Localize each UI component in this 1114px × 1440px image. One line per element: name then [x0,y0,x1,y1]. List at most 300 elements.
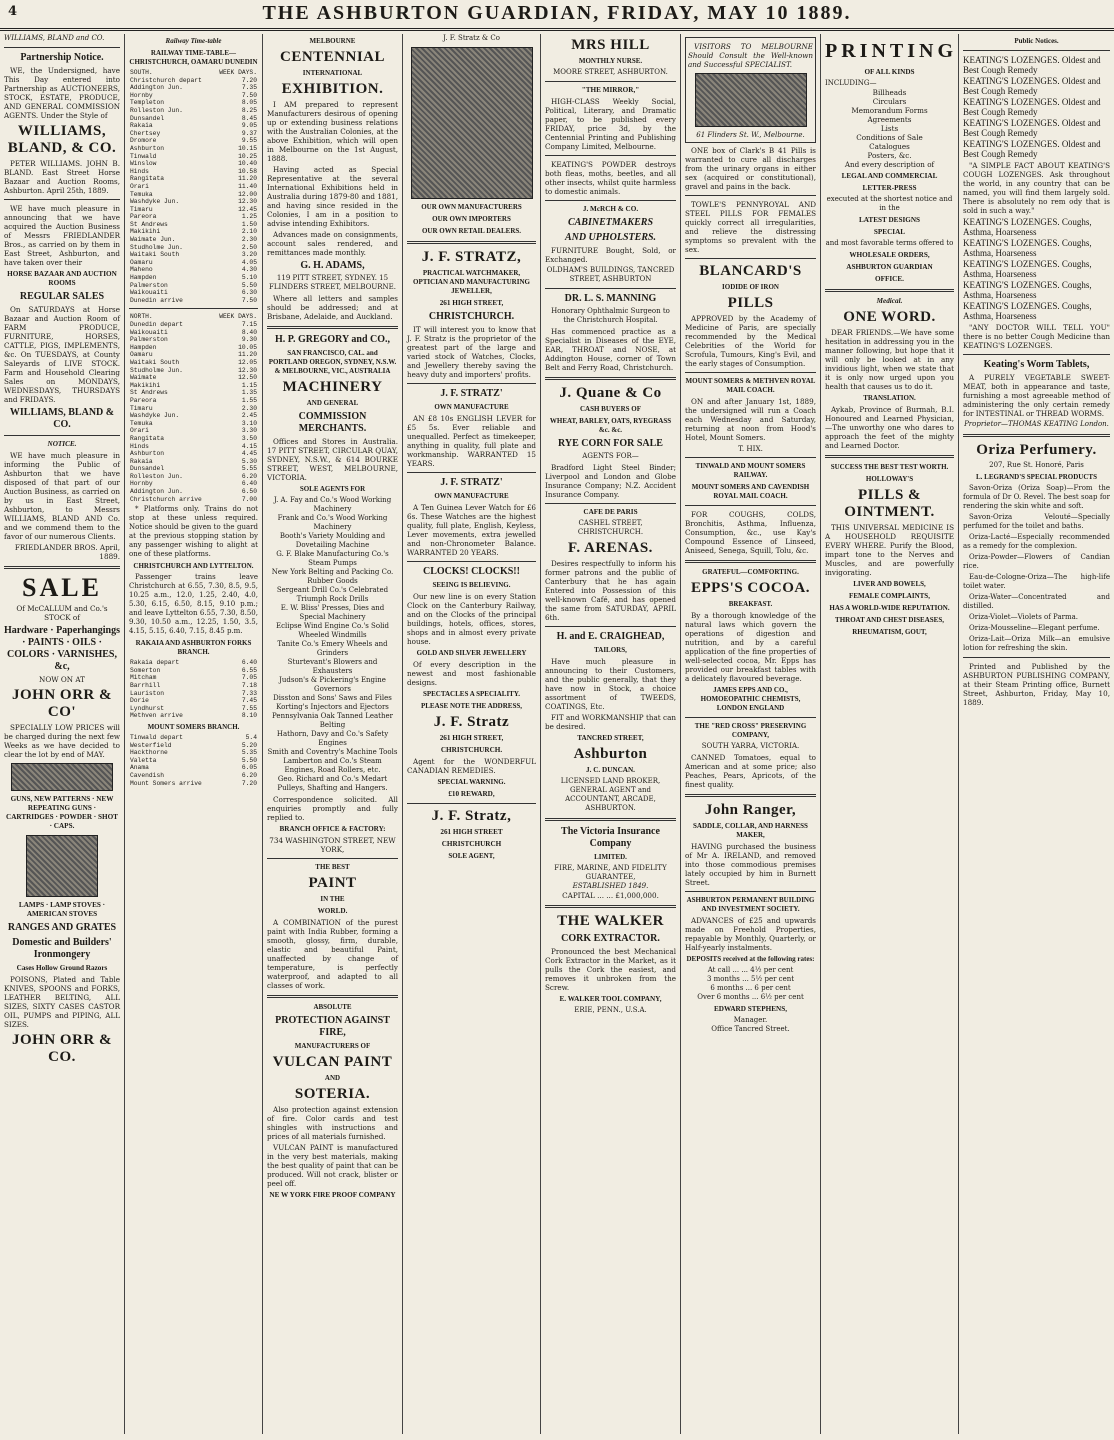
keatings-lozenges-item: KEATING'S LOZENGES. Oldest and Best Cough Remedy [963,97,1101,117]
timetable-row [129,427,258,435]
station-name: Lyndhurst [130,704,165,712]
lamps-list: LAMPS · LAMP STOVES · AMERICAN STOVES [18,901,106,918]
sole-agents-head: SOLE AGENTS FOR [299,485,366,493]
station-name: Hornby [130,91,153,99]
timetable-row [129,336,258,344]
keatings-lozenges-item: KEATING'S LOZENGES. Oldest and Best Cough Remedy [963,139,1101,159]
paint-head: THE BEST [315,863,350,871]
station-time: 3.20 [241,251,257,259]
stratz-line: OUR OWN IMPORTERS [432,215,511,223]
timetable-row [129,145,258,153]
station-name: Chertsey [130,129,161,137]
quane-title: J. Quane & Co [559,385,662,401]
station-time: 5.10 [241,274,257,282]
station-name: Maheno [130,266,153,274]
breakfast: BREAKFAST. [728,600,773,608]
sale-now: NOW ON AT [39,675,85,684]
station-name: Tinwald depart [130,734,183,741]
column-6 [681,34,821,1434]
column-1 [0,34,125,1434]
station-time: 7.05 [241,674,257,682]
fireproof-company: NE W YORK FIRE PROOF COMPANY [269,1191,396,1199]
station-name: Rangitata [130,434,165,442]
timetable-row [129,168,258,176]
station-name: Studholme Jun. [130,243,183,251]
station-time: 7.45 [241,697,257,705]
guardian-office: ASHBURTON GUARDIAN [846,263,933,271]
timetable-row [129,734,258,742]
south-head: SOUTH. [130,69,153,76]
tancred-street: TANCRED STREET, [577,734,644,742]
timetable-row [129,183,258,191]
notice-title: NOTICE. [47,440,77,448]
craighead-title: H. and E. CRAIGHEAD, [556,631,665,642]
station-name: Washdyke Jun. [130,198,180,206]
timetable-row [129,282,258,290]
own-manufacture-2: J. F. STRATZ' [440,477,503,488]
footer-firm: JOHN ORR & CO. [12,1032,112,1065]
page-number: 4 [8,4,18,19]
timetable-row [129,374,258,382]
station-time: 12.50 [238,374,257,382]
timetable-row [129,764,258,772]
holloway-body: THIS UNIVERSAL MEDICINE IS A HOUSEHOLD REQUISITE EVERY WHERE. Purify the Blood, impart tone to the Nerves and Muscles, and are powerfully invigorating. [825,523,954,577]
station-name: Addington Jun. [130,488,183,496]
timetable-row [129,659,258,667]
gold-body: Of every description in the newest and most fashionable designs. [407,660,536,687]
ranger-body: HAVING purchased the business of Mr A. IRELAND, and removed into those commodious premises lately occupied by him in Burnett Street. [685,842,816,887]
station-time: 7.00 [241,495,257,503]
epps-cocoa: EPPS'S COCOA. [690,580,810,596]
notice-body: WE have much pleasure in informing the Public of Ashburton that we have disposed of that part of our Auction Business, as carried on by us in East Street, Ashburton, to Messrs WILLIAMS, BLAND AND Co. and we commend them to the favor of our numerous Clients. [4,451,120,541]
timetable-row [129,206,258,214]
stratz-sub: PRACTICAL WATCHMAKER, OPTICIAN AND MANUFACTURING JEWELLER, [413,269,530,295]
agency-item: Hathorn, Davy and Co.'s Safety Engines [276,730,389,747]
victoria-types: FIRE, MARINE, AND FIDELITY GUARANTEE, [554,864,667,881]
station-name: Hampden [130,343,157,351]
agency-item: Booth's Variety Moulding and Dovetailing Machine [279,532,386,549]
station-time: 7.55 [241,704,257,712]
timetable-row [129,690,258,698]
station-name: Hinds [130,442,149,450]
oriza-item: Oriza-Violet—Violets of Parma. [969,613,1078,621]
razors-title: Cases Hollow Ground Razors [16,964,108,972]
agency-item: G. F. Blake Manufacturing Co.'s Steam Pumps [276,550,389,567]
sale-items: Hardware · Paperhangings · PAINTS · OILS · COLORS · VARNISHES, &c, [4,625,120,672]
rakaia-timetable [129,659,258,720]
station-name: Tinwald [130,152,157,160]
station-time: 5.30 [241,457,257,465]
mirror-title: "THE MIRROR," [581,86,640,94]
melbourne-head: MELBOURNE [309,37,356,45]
timetable-note: * Platforms only. Trains do not stop at these unless required. Notice should be given to the guard at the previous stopping station by any passenger wishing to alight at one of these platforms. [129,505,258,559]
rates-list [685,966,816,1002]
holloway-head: SUCCESS THE BEST TEST WORTH. [830,463,949,471]
paint-body: A COMBINATION of the purest paint with India Rubber, forming a smooth, glossy, firm, durable, elastic and beautiful Paint, unaffected by change of temperature, is perfectly waterproof, and adapted to all classes of work. [267,918,398,990]
executed: executed at the shortest notice and in the [826,195,953,212]
printing-item: Catalogues [869,142,910,151]
worm-body: A PURELY VEGETABLE SWEET-MEAT, both in appearance and taste, furnishing a most agreeable method of administering the only certain remedy for INTESTINAL or THREAD WORMS. [963,373,1110,418]
cafe-address: CASHEL STREET, CHRISTCHURCH. [577,519,644,536]
stratz-city-3: CHRISTCHURCH [441,840,502,848]
keatings-lozenges-item: KEATING'S LOZENGES. Coughs, Asthma, Hoarseness [963,301,1092,321]
station-time: 8.05 [241,99,257,107]
printing-item: Posters, &c. [867,151,912,160]
station-time: 7.50 [241,296,257,304]
agent-note: Where all letters and samples should be addressed; and at Brisbane, Adelaide, and Auckland. [267,294,398,321]
station-name: Palmerston [130,336,168,344]
station-time: 7.20 [241,76,257,84]
stratz-body: IT will interest you to know that J. F. Stratz is the proprietor of the greatest part of the large and varied stock of Watches, Clocks, and Jewellery thereby saving the heavy duty and importers' profits. [407,325,536,379]
own-manufacture-1-body: AN £8 10s ENGLISH LEVER for £5 5s. Ever reliable and unequalled. Perfect as timekeeper, anything in quality, full plate and workmanship. WARRANTED 15 YEARS. [407,414,536,468]
oriza-item: Oriza-Powder—Flowers of Candian rice. [963,553,1110,570]
timetable-row [129,115,258,123]
column-2 [125,34,263,1434]
station-time: 1.35 [241,389,257,397]
ashburton-title: Ashburton [573,746,648,762]
station-time: 12.30 [238,198,257,206]
station-time: 7.15 [241,321,257,328]
favorable-terms: and most favorable terms offered to [825,239,954,247]
any-doctor: "ANY DOCTOR WILL TELL YOU" there is no better Cough Medicine than KEATING'S LOZENGES. [963,323,1110,350]
oriza-item: Savon-Oriza (Oriza Soap)—From the formula of Dr O. Revel. The best soap for rendering the skin white and soft. [963,484,1110,510]
rate-item: 6 months ... 6 per cent [710,984,791,992]
station-time: 6.40 [241,480,257,488]
timetable-row [129,742,258,750]
agent-address: 119 PITT STREET, SYDNEY. 15 FLINDERS STREET, MELBOURNE. [268,274,397,291]
exhibition-title: EXHIBITION. [281,81,384,97]
timetable-row [129,329,258,337]
oriza-sub: L. LEGRAND'S SPECIAL PRODUCTS [976,473,1097,481]
printing-item: Billheads [872,88,907,97]
timetable-row [129,712,258,720]
oriza-list [963,484,1110,653]
timetable-row [129,228,258,236]
ironmongery-title: Domestic and Builders' Ironmongery [12,937,112,960]
including: INCLUDING— [825,79,877,87]
timetable-row [129,465,258,473]
station-name: Palmerston [130,281,168,289]
stephens: EDWARD STEPHENS, [713,1005,788,1013]
masthead [0,0,1114,31]
walker-address: ERIE, PENN., U.S.A. [574,1006,647,1014]
clocks-title: CLOCKS! CLOCKS!! [423,566,520,577]
soteria-title: SOTERIA. [294,1086,371,1102]
railway-title: Railway Time-table [165,37,222,45]
mount-somers-coach: MOUNT SOMERS & METHVEN ROYAL MAIL COACH. [685,377,816,394]
rheumatism: RHEUMATISM, GOUT, [852,628,927,636]
fit-workmanship: FIT and WORKMANSHIP that can be desired. [545,713,676,731]
quane-goods: WHEAT, BARLEY, OATS, RYEGRASS &c. &c. [549,417,672,434]
station-time: 5.20 [241,741,257,749]
one-word-body: DEAR FRIENDS.—We have some hesitation in addressing you in the manner following, but hope that it will only be looked at in any invidious light, when we state that it is only now urged upon you health that causes us to do it. [825,328,954,391]
agency-item: Judson's & Pickering's Engine Governors [279,676,386,693]
station-name: Somerton [130,666,161,674]
printing-item: Memorandum Forms [851,106,928,115]
manning-title: DR. L. S. MANNING [564,293,657,304]
sale-subtitle: Of McCALLUM and Co.'s STOCK of [16,604,108,622]
international-title: INTERNATIONAL [302,69,363,77]
blancard-sub: IODIDE OF IRON [722,283,779,291]
timetable-row [129,259,258,267]
oriza-title: Oriza Perfumery. [976,442,1097,458]
oriza-item: Oriza-Lacté—Especially recommended as a remedy for the complexion. [963,533,1110,550]
station-name: Cavendish [130,771,165,779]
printing-title: PRINTING [825,40,958,62]
timetable-row [129,153,258,161]
timetable-row [129,473,258,481]
hill-address: MOORE STREET, ASHBURTON. [553,68,668,76]
duncan-sub: LICENSED LAND BROKER, GENERAL AGENT and ACCOUNTANT, ARCADE, ASHBURTON. [560,777,661,812]
station-time: 2.10 [241,228,257,236]
worm-tablets: Keating's Worm Tablets, [983,359,1090,370]
oriza-item: Oriza-Mousseline—Elegant perfume. [969,624,1100,632]
station-time: 12.30 [238,366,257,374]
furniture: FURNITURE Bought, Sold, or Exchanged. [545,246,676,264]
paint-title: PAINT [308,875,357,891]
station-name: Dunedin arrive [130,296,183,304]
column-7 [821,34,959,1434]
station-name: St Andrews [130,389,168,397]
timetable-row [129,496,258,504]
stratz-name-3: J. F. Stratz, [431,808,512,824]
hill-title: MRS HILL [571,37,650,53]
translation-body: Aykab, Province of Burmah, B.I. Honoured and Learned Physician,—The unworthy one who dares to approach the feet of the mighty and Learned Doctor. [825,405,954,450]
sole-agent: SOLE AGENT, [448,852,495,860]
station-name: Templeton [130,99,165,107]
stratz-lines [407,203,536,236]
rate-item: 3 months ... 5½ per cent [706,975,795,983]
stratz-line: OUR OWN RETAIL DEALERS. [421,227,522,235]
wholesale-orders: WHOLESALE ORDERS, [849,251,930,259]
red-cross-address: SOUTH YARRA, VICTORIA. [701,742,800,750]
station-name: Dorie [130,697,149,705]
every-description: And every description of [844,160,935,169]
mount-somers-title: MOUNT SOMERS BRANCH. [147,723,240,731]
cork-extractor: CORK EXTRACTOR. [561,933,660,944]
cabinetmakers: CABINETMAKERS [567,217,654,228]
sale-title: SALE [22,573,102,602]
station-name: Methven arrive [130,712,183,720]
sale-firm: JOHN ORR & CO' [12,687,112,720]
timetable-row [129,420,258,428]
station-time: 1.50 [241,220,257,228]
station-time: 6.40 [241,659,257,667]
station-time: 3.50 [241,434,257,442]
station-time: 7.18 [241,682,257,690]
station-time: 5.50 [241,756,257,764]
paint-in-the: IN THE [320,895,345,903]
station-name: Hornby [130,480,153,488]
canadian-remedies: Agent for the WONDERFUL CANADIAN REMEDIES. [407,757,536,775]
station-name: Washdyke Jun. [130,412,180,420]
mirror-body: HIGH-CLASS Weekly Social, Political, Literary, and Dramatic paper, to be published every FRIDAY, price 3d, by the Centennial Printing and Publishing Company Limited, Melbourne. [545,97,676,151]
station-name: Dunedin depart [130,321,183,328]
lyttelton-body: Passenger trains leave Christchurch at 6.55, 7.30, 8.5, 9.5, 10.25 a.m., 12.0, 1.25, 2.40, 4.0, 5.30, 6.15, 6.50, 8.15, 9.10 p.m.; and leave Lyttelton 6.55, 7.30, 8.50, 9.30, 10.50 a.m., 12.25, 1.50, 3.5, 4.15, 5.15, 6.40, 7.15, 8.45 p.m. [129,573,258,636]
station-name: Timaru [130,404,153,412]
station-name: Mitcham [130,674,157,682]
rate-item: At call ... ... 4½ per cent [707,966,794,974]
timetable-row [129,674,258,682]
station-name: Waitaki South [130,358,180,366]
victoria-title: The Victoria Insurance Company [561,826,660,849]
station-time: 1.15 [241,381,257,389]
station-name: Timaru [130,205,153,213]
timetable-row [129,480,258,488]
agency-item: Korting's Injectors and Ejectors [276,703,389,711]
own-manufacture-2-body: A Ten Guinea Lever Watch for £6 6s. These Watches are the highest quality, full plate, English, Keyless, Lever movements, extra jewelled and non-Chronometer Balance. WARRANTED 20 YEARS. [407,503,536,557]
gregory-cities: SAN FRANCISCO, CAL. and PORTLAND OREGON, SYDNEY, N.S.W. & MELBOURNE, VIC., AUSTRALIA [268,349,397,375]
station-name: Rakaia depart [130,659,180,667]
agency-item: Disston and Sons' Saws and Files [273,694,392,702]
blancard-body: APPROVED by the Academy of Medicine of Paris, are specially recommended by the Medical Celebrities of the World for Scrofula, Tumours, King's Evil, and the early stages of Consumption. [685,314,816,368]
station-name: St Andrews [130,220,168,228]
agent-name: G. H. ADAMS, [300,260,365,271]
regular-sales-title: REGULAR SALES [19,291,105,302]
partnership-signers: PETER WILLIAMS. JOHN B. BLAND. East Street Horse Bazaar and Auction Rooms, Ashburton. April 25th, 1889. [4,159,120,195]
timetable-row [129,443,258,451]
medical-head: Medical. [876,297,903,305]
station-name: Makikihi [130,381,161,389]
north-head-days: WEEK DAYS. [219,313,257,321]
station-name: Oamaru [130,351,153,359]
stratz-address-3: 261 HIGH STREET [440,828,503,836]
offices: Offices and Stores in Australia. 17 PITT STREET, CIRCULAR QUAY, SYDNEY, N.S.W., & 614 BOURKE STREET, WEST, MELBOURNE, VICTORIA. [267,437,398,482]
timetable-row [129,405,258,413]
blancard-pills: PILLS [727,295,774,311]
station-name: Waitaki South [130,251,180,259]
station-name: Westerfield [130,741,172,749]
station-name: Winslow [130,160,157,168]
timetable-row [129,244,258,252]
agency-item: Lamberton and Co.'s Steam Engines, Road Rollers, etc. [283,757,382,774]
cafe-title: CAFE DE PARIS [583,508,638,516]
station-time: 2.45 [241,412,257,420]
station-time: 11.20 [238,351,257,359]
station-time: 6.55 [241,666,257,674]
station-time: 5.35 [241,749,257,757]
timetable-row [129,236,258,244]
stratz-address-2: 261 HIGH STREET, [439,734,504,742]
epps-firm: JAMES EPPS AND CO., HOMOEOPATHIC CHEMISTS, LONDON ENGLAND [700,686,801,712]
branch-address: 734 WASHINGTON STREET, NEW YORK, [269,836,396,854]
duncan-title: J. C. DUNCAN. [586,766,635,774]
keatings-lozenges-item: KEATING'S LOZENGES. Oldest and Best Cough Remedy [963,55,1101,75]
station-name: Valetta [130,756,157,764]
letter-press: LETTER-PRESS [862,184,917,192]
hix-sign: T. HIX. [738,444,763,453]
translation: TRANSLATION. [863,394,916,402]
timetable-row [129,289,258,297]
station-time: 1.25 [241,213,257,221]
timetable-row [129,84,258,92]
liver-bowels: LIVER AND BOWELS, [853,580,926,588]
reward: £10 REWARD, [448,790,495,798]
timetable-row [129,122,258,130]
station-name: Addington Jun. [130,84,183,92]
station-name: Ashburton [130,144,165,152]
stratz-city: CHRISTCHURCH. [428,311,515,322]
lamp-illustration [26,835,98,897]
timetable-row [129,382,258,390]
station-name: Oamaru [130,258,153,266]
station-name: Dunsandel [130,465,165,473]
craighead-body: Have much pleasure in announcing to their Customers, and the public generally, that they have now in Stock, a choice assortment of TWEEDS, COATINGS, Etc. [545,657,676,711]
station-name: Rolleston Jun. [130,106,183,114]
partnership-notice-title: Partnership Notice. [20,52,104,63]
station-time: 6.05 [241,764,257,772]
station-time: 2.30 [241,236,257,244]
station-name: Mount Somers arrive [130,779,202,787]
column-4 [403,34,541,1434]
station-time: 9.55 [241,137,257,145]
tailors: TAILORS, [594,646,627,654]
north-head: NORTH. [130,313,153,321]
station-name: Orari [130,427,149,435]
station-name: Hampden [130,274,157,282]
station-name: Makikihi [130,228,161,236]
timetable-row [129,251,258,259]
cavendish-coach: MOUNT SOMERS AND CAVENDISH ROYAL MAIL COACH. [691,483,810,500]
agency-item: New York Belting and Packing Co. Rubber Goods [271,568,394,585]
vulcan-body: VULCAN PAINT is manufactured in the very best materials, making the best quality of paint that can be produced. Will not crack, blister or peel off. [267,1143,398,1188]
station-name: Temuka [130,419,153,427]
station-name: Lauriston [130,689,165,697]
timetable-row [129,772,258,780]
commission-title: COMMISSION MERCHANTS. [298,411,367,434]
stratz-name-2: J. F. Stratz [433,714,510,730]
station-time: 9.05 [241,122,257,130]
station-time: 6.20 [241,771,257,779]
station-name: Orari [130,182,149,190]
shop-engraving [411,47,533,199]
timetable-row [129,297,258,305]
south-head-days: WEEK DAYS. [219,69,257,76]
imprint: Printed and Published by the ASHBURTON PUBLISHING COMPANY, at their Steam Printing office, Burnett Street, Ashburton, Friday, May 10, 1889. [963,662,1110,707]
pills-ointment: PILLS & OINTMENT. [844,487,935,520]
own-manufacture-1-sub: OWN MANUFACTURE [434,403,509,411]
walker-body: Pronounced the best Mechanical Cork Extractor in the Market, as it pulls the Cork the easiest, and removes it unbroken from the Screw. [545,947,676,992]
branch-office: BRANCH OFFICE & FACTORY: [279,825,386,833]
timetable-row [129,99,258,107]
station-time: 5.55 [241,465,257,473]
agency-item: Frank and Co.'s Wood Working Machinery [277,514,388,531]
timetable-row [129,450,258,458]
timetable-row [129,221,258,229]
manning-body: Has commenced practice as a Specialist in Diseases of the EYE, EAR, THROAT and NOSE, at Addington House, corner of Town Belt and Ferry Road, Christchurch. [545,327,676,372]
absolute: ABSOLUTE [313,1003,352,1011]
station-name: Waikouaiti [130,289,168,297]
station-name: Ashburton [130,450,165,458]
station-name: Temuka [130,190,153,198]
mount-somers-timetable [129,734,258,787]
station-name: Waimate Jun. [130,236,176,244]
general-title: AND GENERAL [306,399,359,407]
station-time: 3.10 [241,419,257,427]
tinwald-railway: TINWALD AND MOUNT SOMERS RAILWAY. [695,462,806,479]
column-3 [263,34,403,1434]
station-name: Christchurch depart [130,76,202,84]
keatings-lozenges-item: KEATING'S LOZENGES. Oldest and Best Cough Remedy [963,76,1101,96]
timetable-row [129,191,258,199]
legal-commercial: LEGAL AND COMMERCIAL [841,172,938,180]
regular-sales-body: On SATURDAYS at Horse Bazaar and Auction Room of FARM PRODUCE, FURNITURE, HORSES, CATTLE, PIGS, IMPLEMENTS, &c. On TUESDAYS, at County Saleyards of LIVE STOCK. Farm and Household Clearing Sales on MONDAYS, WEDNESDAYS, THURSDAYS and FRIDAYS. [4,305,120,404]
timetable-row [129,107,258,115]
station-time: 5.4 [245,734,257,741]
station-time: 9.30 [241,336,257,344]
manning-sub: Honorary Ophthalmic Surgeon to the Christchurch Hospital. [551,307,670,324]
timetable-row [129,198,258,206]
